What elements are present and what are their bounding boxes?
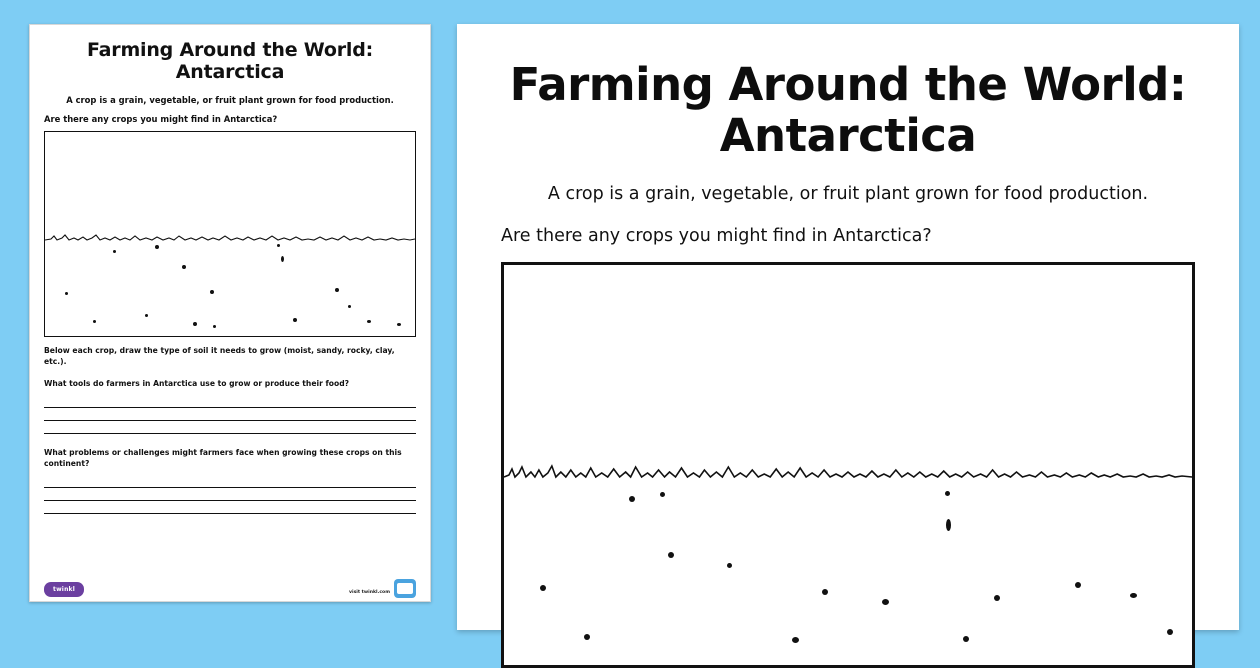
speckle [155, 245, 159, 249]
answer-line[interactable] [44, 488, 416, 501]
thumbnail-page-title [44, 39, 416, 84]
speckle [193, 322, 197, 326]
speckle [348, 305, 351, 308]
speckle [822, 589, 828, 595]
speckle [182, 265, 186, 269]
speckle [963, 636, 969, 642]
drawing-box[interactable] [501, 262, 1195, 668]
answer-line[interactable] [44, 408, 416, 421]
speckle [210, 290, 214, 294]
twinkl-logo[interactable]: twinkl [44, 582, 84, 597]
thumbnail-instruction: Below each crop, draw the type of soil it needs to grow (moist, sandy, rocky, clay, etc.). [44, 345, 395, 366]
answer-line[interactable] [44, 421, 416, 434]
page-title [501, 60, 1195, 162]
thumbnail-subtitle: A crop is a grain, vegetable, or fruit plant grown for food production. [66, 94, 394, 105]
answer-line[interactable] [44, 501, 416, 514]
title-line-1: Farming Around the World: [509, 58, 1187, 111]
speckle [113, 250, 116, 253]
speckle [792, 637, 799, 643]
worksheet-thumbnail-page[interactable] [29, 24, 431, 602]
thumbnail-title-line-2: Antarctica [175, 61, 285, 84]
speckle [945, 491, 950, 496]
thumbnail-answer-lines-2[interactable] [44, 475, 416, 514]
thumbnail-footer [44, 577, 416, 597]
thumbnail-content [44, 39, 416, 597]
speckle [584, 634, 590, 640]
speckle [668, 552, 674, 558]
speckle [397, 323, 401, 326]
speckle [882, 599, 889, 605]
speckle [281, 256, 284, 262]
question-1: Are there any crops you might find in Antarctica? [501, 225, 932, 246]
thumbnail-answer-lines-1[interactable] [44, 395, 416, 434]
thumbnail-ground-line-icon [45, 232, 415, 246]
subtitle-definition: A crop is a grain, vegetable, or fruit plant grown for food production. [547, 183, 1149, 204]
thumbnail-question-3: What problems or challenges might farmers face when growing these crops on this continent? [44, 447, 402, 468]
speckle [93, 320, 96, 323]
title-line-2: Antarctica [719, 108, 977, 162]
speckle [145, 314, 148, 317]
speckle [65, 292, 68, 295]
speckle [540, 585, 546, 591]
footer-logo-inner [397, 583, 413, 594]
thumbnail-drawing-box[interactable] [44, 131, 416, 337]
speckle [727, 563, 732, 568]
ground-line-icon [504, 461, 1192, 487]
footer-logo-icon [394, 579, 416, 598]
speckle [293, 318, 297, 322]
thumbnail-question-1: Are there any crops you might find in Antarctica? [44, 113, 278, 124]
speckle [277, 244, 280, 247]
speckle [367, 320, 371, 323]
speckle [629, 496, 635, 502]
answer-line[interactable] [44, 395, 416, 408]
thumbnail-title-line-1: Farming Around the World: [86, 39, 374, 61]
worksheet-main-page[interactable] [457, 24, 1239, 630]
speckle [1075, 582, 1081, 588]
speckle [946, 519, 951, 531]
speckle [213, 325, 216, 328]
speckle [1130, 593, 1137, 598]
footer-url: visit twinkl.com [349, 590, 390, 595]
answer-line[interactable] [44, 475, 416, 488]
speckle [660, 492, 665, 497]
thumbnail-question-2: What tools do farmers in Antarctica use to grow or produce their food? [44, 378, 350, 388]
speckle [994, 595, 1000, 601]
speckle [335, 288, 339, 292]
